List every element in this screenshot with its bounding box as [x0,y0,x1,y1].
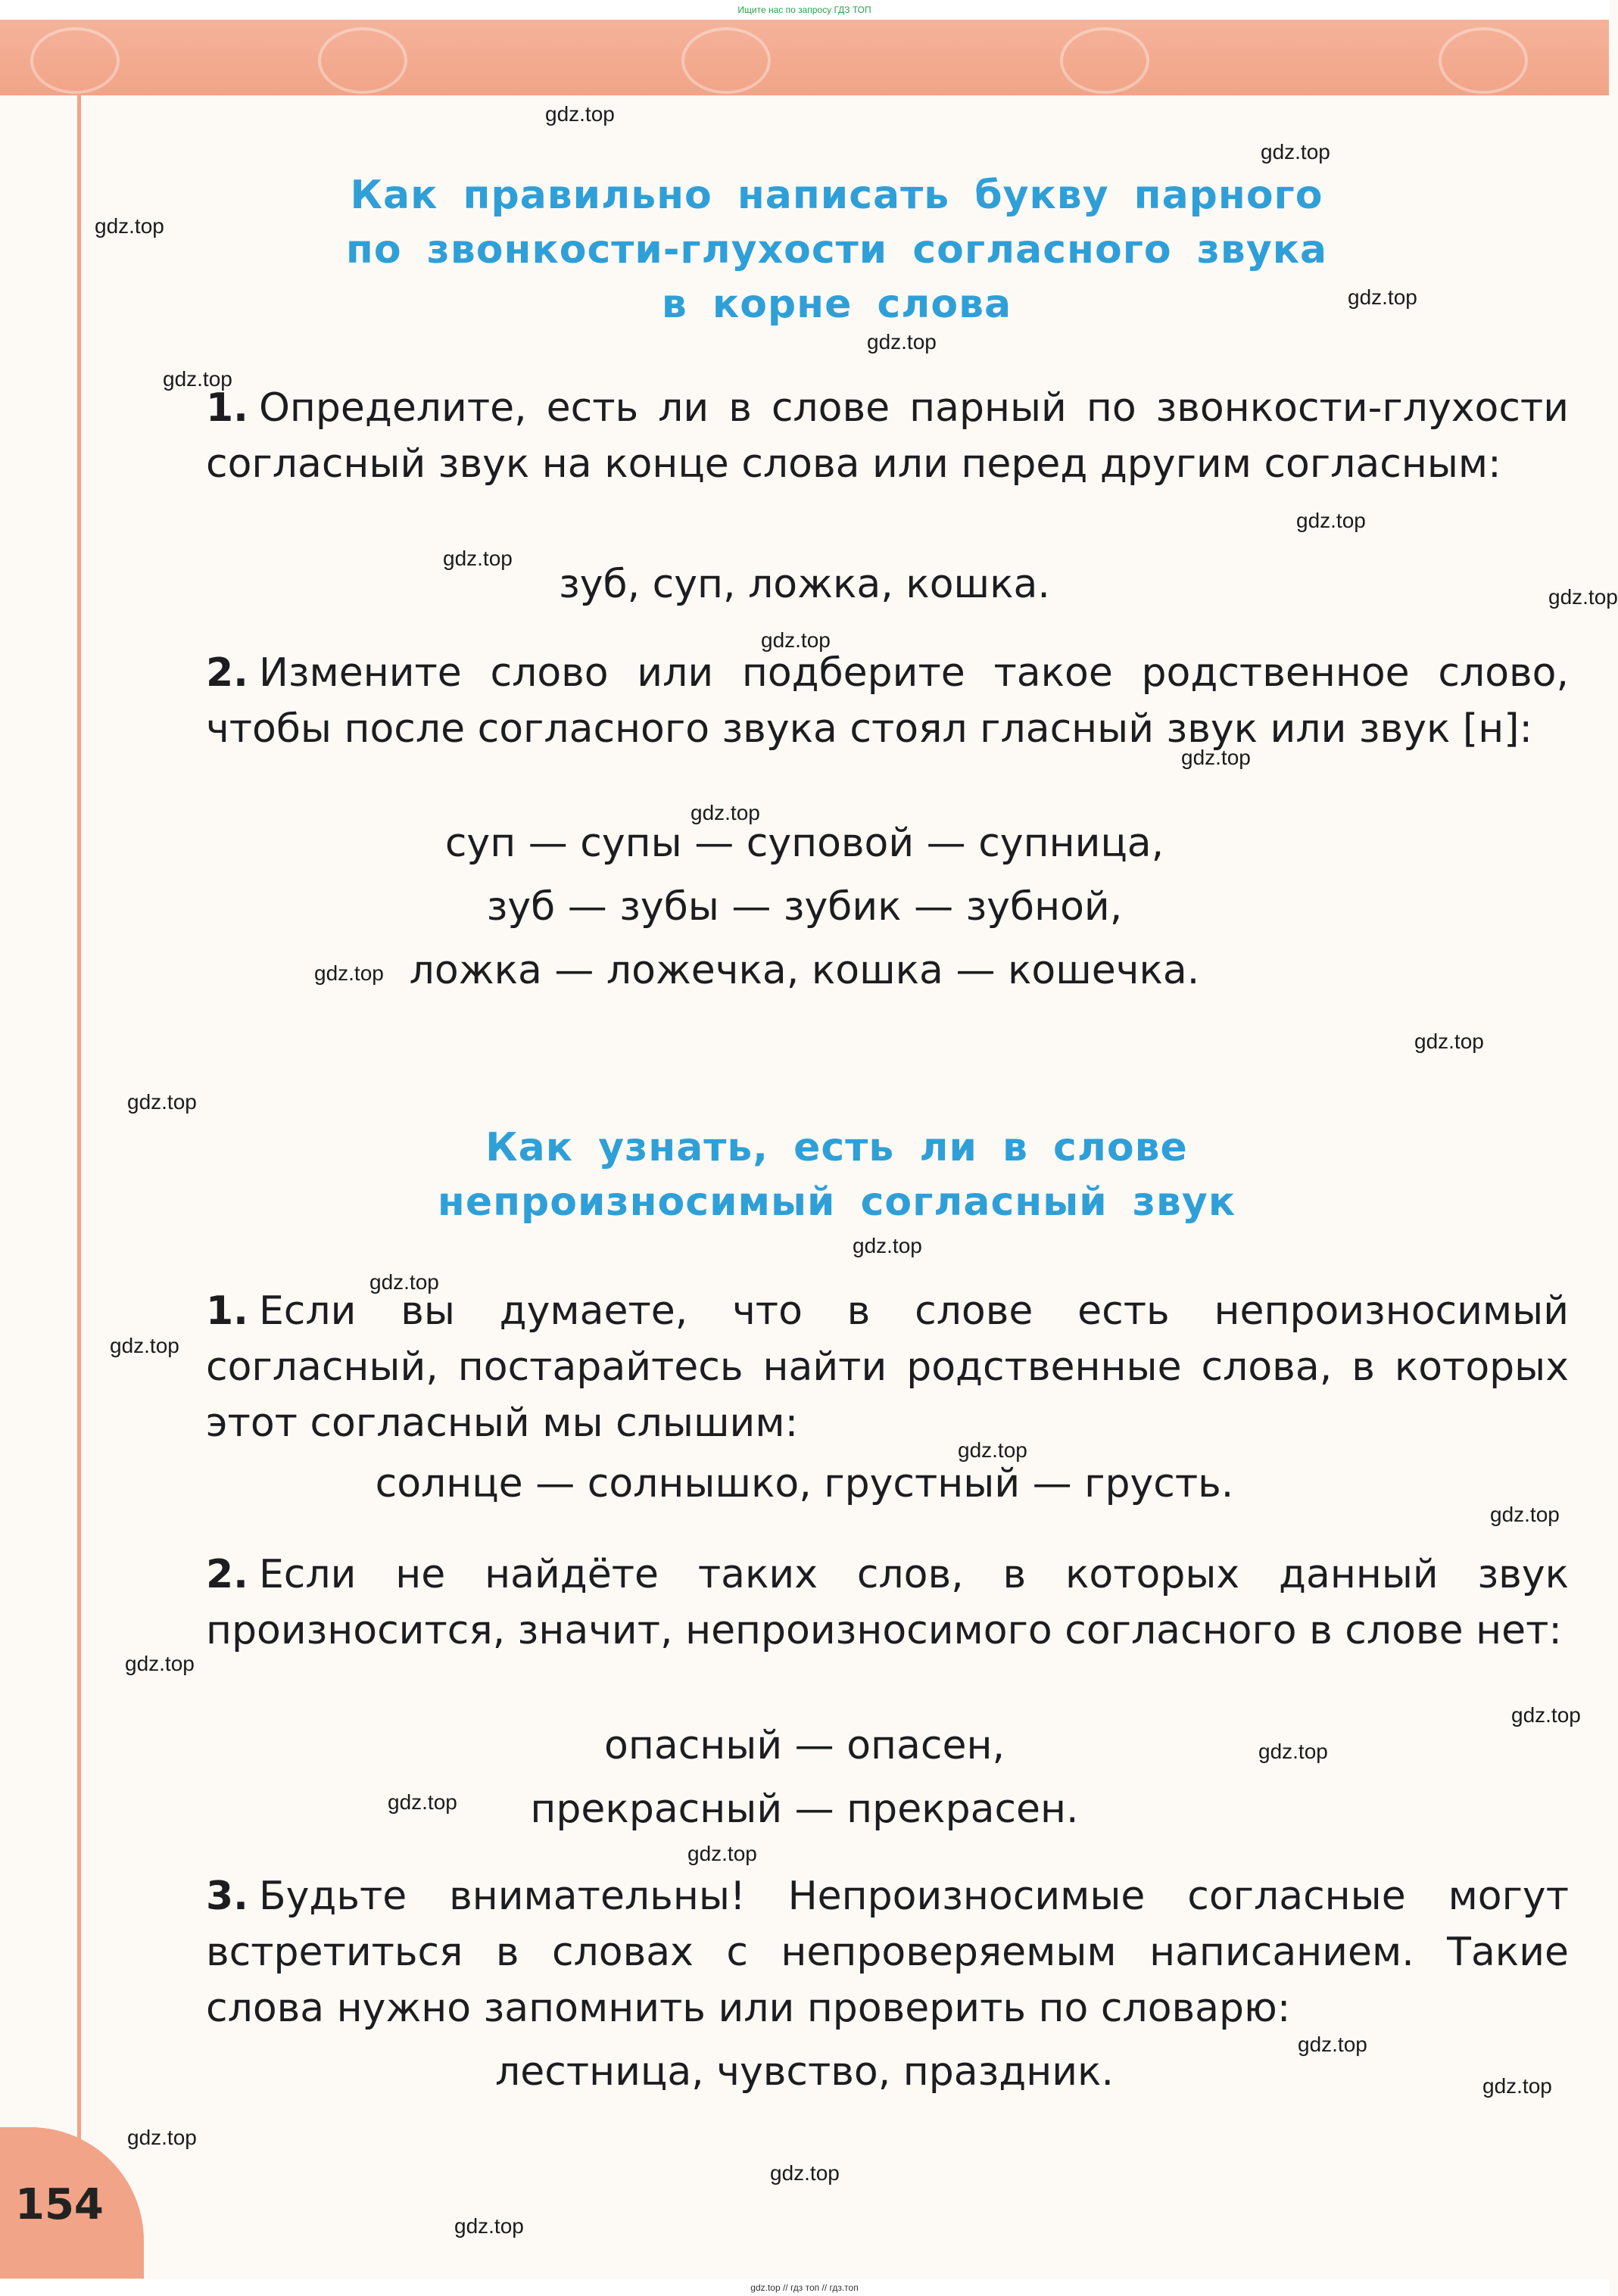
watermark: gdz.top [314,961,384,985]
watermark: gdz.top [1482,2074,1552,2098]
section2-rule-1 [206,1283,1569,1451]
watermark: gdz.top [691,801,760,824]
page-number: 154 [15,2180,104,2229]
watermark: gdz.top [958,1438,1027,1462]
section1-rule-2 [206,645,1569,757]
watermark: gdz.top [163,367,232,391]
rule-number: 2. [206,650,248,696]
watermark: gdz.top [867,330,937,354]
section1-example-1: зуб, суп, ложка, кошка. [559,562,1050,607]
rule-text: Определите, есть ли в слове парный по звонкости-глухости согласный звук на конце слова или перед другим согласным: [206,385,1569,487]
watermark: gdz.top [125,1652,195,1675]
section1-heading [250,168,1423,332]
example-line: зуб — зубы — зубик — зубной, [486,884,1123,930]
watermark: gdz.top [1298,2033,1367,2056]
heading-line: по звонкости-глухости согласного звука [345,227,1328,273]
rule-number: 1. [206,1288,248,1334]
watermark: gdz.top [1414,1030,1484,1053]
watermark: gdz.top [853,1234,922,1257]
example-line: суп — супы — суповой — супница, [444,821,1164,866]
watermark: gdz.top [1181,746,1251,769]
section2-example-1: солнце — солнышко, грустный — грусть. [375,1461,1234,1506]
watermark: gdz.top [110,1334,179,1357]
section2-example-3: лестница, чувство, праздник. [495,2049,1114,2095]
heading-line: Как узнать, есть ли в слове [485,1125,1188,1170]
heading-line: в корне слова [661,282,1012,327]
rule-text: Если не найдёте таких слов, в которых данный звук произносится, значит, непроизносимого согласного в слове нет: [206,1552,1569,1653]
decorative-header-band [0,20,1609,95]
watermark: gdz.top [1261,140,1330,164]
left-margin-rule [77,95,81,2215]
watermark: gdz.top [454,2214,524,2238]
rule-number: 3. [206,1874,248,1919]
top-note: Ищите нас по запросу ГДЗ ТОП [0,0,1609,20]
watermark: gdz.top [369,1270,439,1294]
decor-shape [1439,27,1528,94]
watermark: gdz.top [95,214,164,238]
watermark: gdz.top [1348,285,1417,309]
decor-shape [30,27,120,94]
heading-line: непроизносимый согласный звук [437,1179,1236,1225]
watermark: gdz.top [127,1090,197,1114]
watermark: gdz.top [1258,1740,1328,1763]
section1-rule-1 [206,380,1569,492]
watermark: gdz.top [1490,1503,1560,1526]
rule-text: Измените слово или подберите такое родственное слово, чтобы после согласного звука стоял гласный звук или звук [н]: [206,650,1569,752]
watermark: gdz.top [770,2161,840,2185]
rule-text: Будьте внимательны! Непроизносимые согласные могут встретиться в словах с непроверяемым написанием. Такие слова нужно запомнить или проверить по словарю: [206,1874,1569,2031]
watermark: gdz.top [1548,585,1618,609]
watermark: gdz.top [127,2126,197,2149]
heading-line: Как правильно написать букву парного [350,173,1323,218]
watermark: gdz.top [443,547,513,570]
watermark: gdz.top [545,102,615,126]
rule-number: 2. [206,1552,248,1597]
example-line: прекрасный — прекрасен. [530,1787,1079,1832]
section2-example-2 [0,1714,1609,1841]
section1-example-2 [0,812,1609,1002]
rule-number: 1. [206,385,248,431]
example-line: опасный — опасен, [604,1723,1005,1768]
bottom-note: gdz.top // гдз топ // гдз.топ [0,2279,1609,2296]
decor-shape [1060,27,1149,94]
section2-heading [250,1120,1423,1229]
watermark: gdz.top [1296,509,1366,532]
watermark: gdz.top [761,628,831,652]
section2-rule-3 [206,1868,1569,2036]
watermark: gdz.top [1511,1703,1581,1727]
decor-shape [681,27,771,94]
watermark: gdz.top [388,1790,457,1814]
watermark: gdz.top [687,1842,757,1865]
decor-shape [318,27,407,94]
example-line: ложка — ложечка, кошка — кошечка. [409,948,1200,993]
rule-text: Если вы думаете, что в слове есть непроизносимый согласный, постарайтесь найти родственные слова, в которых этот согласный мы слышим: [206,1288,1569,1446]
section2-rule-2 [206,1547,1569,1659]
